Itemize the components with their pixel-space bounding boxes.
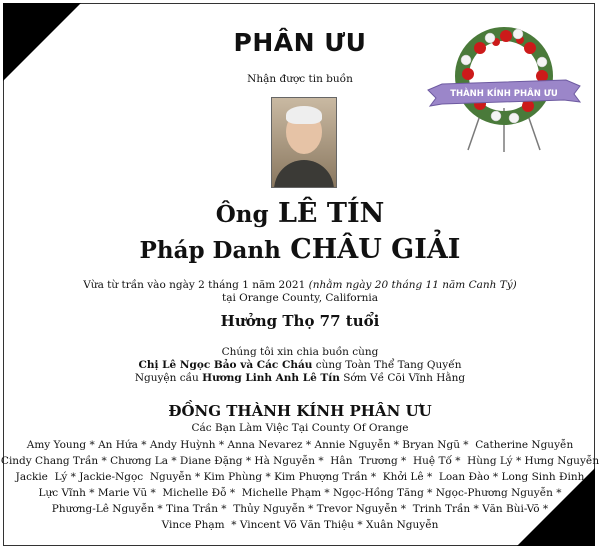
prayer-post: Sớm Về Cõi Vĩnh Hằng [339,372,466,384]
dharma-name-line [0,234,600,265]
prayer-name: Hương Linh Anh Lê Tín [202,372,340,384]
age-line: Hưởng Thọ 77 tuổi [220,312,380,330]
prayer-pre: Nguyện cầu [134,372,203,384]
signer-line: Phương-Lê Nguyễn * Tina Trần * Thủy Nguyễn * Trevor Nguyễn * Trinh Trần * Văn Bùi-Võ * [51,503,549,515]
deceased-name: LÊ TÍN [277,198,385,229]
dharma-name-prefix: Pháp Danh [139,237,281,264]
wreath-ribbon-text: THÀNH KÍNH PHÂN ƯU [450,89,558,99]
funeral-wreath-icon [424,18,584,158]
deceased-portrait [271,97,337,188]
signer-line: Vince Phạm * Vincent Võ Văn Thiệu * Xuân Nguyễn [161,519,439,531]
prayer-line [0,372,600,384]
deceased-prefix: Ông [215,201,269,228]
death-place: tại Orange County, California [221,292,379,304]
family-rest: cùng Toàn Thể Tang Quyến [312,359,462,371]
signer-line: Cindy Chang Trần * Chương La * Diane Đặng * Hà Nguyễn * Hân Trương * Huệ Tố * Hùng Lý * Hưng Nguyễn [0,455,600,467]
death-date: Vừa từ trần vào ngày 2 tháng 1 năm 2021 [83,279,306,291]
notice-subtitle: Nhận được tin buồn [247,73,353,85]
signers-heading: ĐỒNG THÀNH KÍNH PHÂN ƯU [168,402,432,420]
signer-line: Jackie Lý * Jackie-Ngọc Nguyễn * Kim Phùng * Kim Phượng Trần * Khởi Lê * Loan Đào * Long Sinh Đinh [15,471,585,483]
signer-line: Lực Vĩnh * Marie Vũ * Michelle Đỗ * Michelle Phạm * Ngọc-Hồng Tăng * Ngọc-Phương Nguyễn * [38,487,562,499]
signer-line: Amy Young * An Hứa * Andy Huỳnh * Anna Nevarez * Annie Nguyễn * Bryan Ngũ * Catherine Nguyễn [26,439,574,451]
dharma-name: CHÂU GIẢI [290,234,461,265]
signers-list [0,437,600,533]
notice-title: PHÂN ƯU [233,28,367,57]
condolence-intro: Chúng tôi xin chia buồn cùng [221,346,379,358]
death-date-line [0,279,600,291]
deceased-name-line [0,198,600,229]
lunar-date: (nhằm ngày 20 tháng 11 năm Canh Tý) [308,279,517,291]
condolence-family-line [0,359,600,371]
signers-group: Các Bạn Làm Việc Tại County Of Orange [191,422,409,434]
family-names: Chị Lê Ngọc Bảo và Các Cháu [138,359,313,371]
